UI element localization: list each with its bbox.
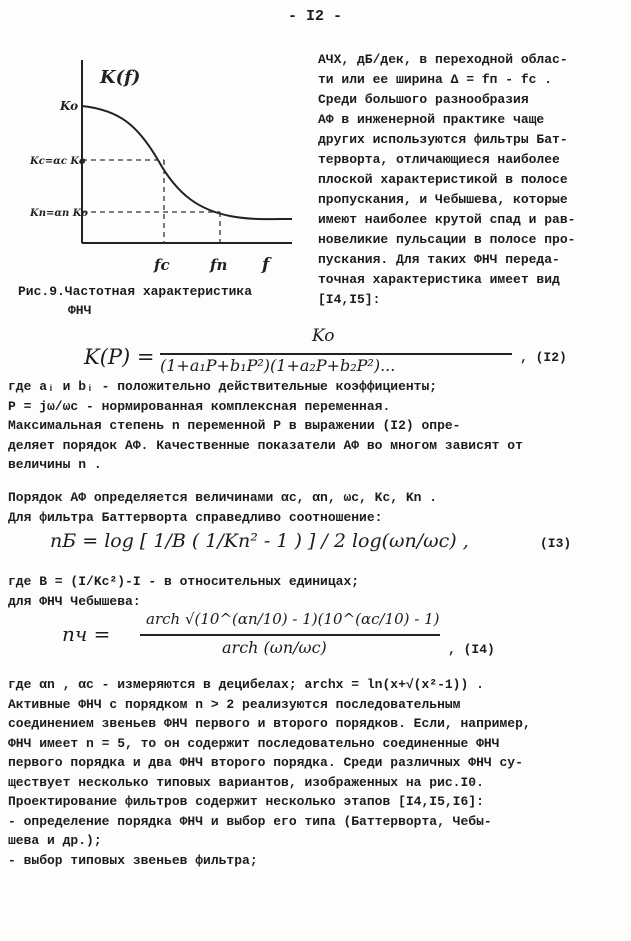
- eq12-lhs: K(P) =: [84, 345, 155, 369]
- text-line: имеют наиболее крутой спад и рав-: [318, 212, 576, 227]
- eq14-number: , (I4): [448, 642, 495, 657]
- eq14-lhs: nч =: [62, 622, 111, 646]
- text-line: ти или ее ширина Δ = fп - fc .: [318, 72, 553, 87]
- text-line: деляет порядок АФ. Качественные показатели АФ во многом зависят от: [8, 437, 523, 453]
- y-axis-label: K(f): [100, 67, 141, 88]
- text-line: для ФНЧ Чебышева:: [8, 593, 141, 609]
- text-line: Максимальная степень n переменной P в выражении (I2) опре-: [8, 418, 461, 433]
- text-line: других используются фильтры Бат-: [318, 132, 568, 147]
- eq14-denominator: arch (ωn/ωc): [222, 638, 327, 657]
- x-axis-label: f: [262, 255, 270, 275]
- text-line: первого порядка и два ФНЧ второго порядка. Среди различных ФНЧ су-: [8, 755, 523, 770]
- eq12-number: , (I2): [520, 350, 567, 365]
- y-tick-kc: Kc=αc Ko: [30, 156, 86, 167]
- text-line: плоской характеристикой в полосе: [318, 172, 568, 187]
- text-line: АЧХ, дБ/дек, в переходной облас-: [318, 52, 568, 67]
- text-line: где B = (I/Kc²)-I - в относительных единицах;: [8, 574, 360, 589]
- caption-line: Рис.9.Частотная характеристика: [18, 284, 253, 299]
- eq12-numerator: Ko: [312, 326, 335, 346]
- text-line: ФНЧ имеет n = 5, то он содержит последовательно соединенные ФНЧ: [8, 735, 500, 751]
- page-number: - I2 -: [288, 8, 343, 25]
- text-line: точная характеристика имеет вид: [318, 272, 560, 287]
- paragraph-block-2: [8, 488, 437, 527]
- text-line: АФ в инженерной практике чаще: [318, 112, 545, 127]
- paragraph-block-1: [8, 377, 523, 475]
- x-tick-fn: fn: [210, 256, 228, 274]
- text-line: пускания. Для таких ФНЧ переда-: [318, 252, 560, 267]
- text-line: где aᵢ и bᵢ - положительно действительные коэффициенты;: [8, 379, 438, 394]
- text-line: соединением звеньев ФНЧ первого и второго порядков. Если, например,: [8, 716, 531, 731]
- eq13-number: (I3): [540, 536, 572, 551]
- text-line: Среди большого разнообразия: [318, 92, 529, 107]
- text-line: новеликие пульсации в полосе про-: [318, 232, 576, 247]
- text-line: величины n .: [8, 457, 102, 472]
- text-line: Проектирование фильтров содержит несколько этапов [I4,I5,I6]:: [8, 794, 484, 809]
- eq14-numerator: arch √(10^(αn/10) - 1)(10^(αc/10) - 1): [146, 610, 440, 628]
- text-line: терворта, отличающиеся наиболее: [318, 152, 560, 167]
- text-line: P = jω/ωc - нормированная комплексная переменная.: [8, 398, 391, 414]
- text-line: - определение порядка ФНЧ и выбор его типа (Баттерворта, Чебы-: [8, 813, 492, 829]
- paragraph-block-3: [8, 572, 359, 611]
- text-line: где αn , αc - измеряются в децибелах; archx = ln(x+√(x²-1)) .: [8, 677, 484, 692]
- paragraph-block-4: [8, 675, 531, 870]
- eq14-fraction-bar: [140, 634, 440, 636]
- caption-line: ФНЧ: [68, 303, 92, 318]
- response-curve: [82, 106, 292, 219]
- text-line: ществует несколько типовых вариантов, изображенных на рис.I0.: [8, 774, 484, 790]
- frequency-response-figure: [30, 48, 310, 278]
- text-line: Для фильтра Баттерворта справедливо соотношение:: [8, 509, 383, 525]
- eq12-denominator: (1+a₁P+b₁P²)(1+a₂P+b₂P²)...: [160, 356, 396, 375]
- text-line: шева и др.);: [8, 833, 102, 848]
- y-tick-k0: Ko: [60, 99, 79, 113]
- y-tick-kn: Kn=αn Ko: [30, 208, 88, 219]
- text-line: Активные ФНЧ с порядком n > 2 реализуются последовательным: [8, 696, 461, 712]
- text-line: [I4,I5]:: [318, 292, 381, 307]
- x-tick-fc: fc: [154, 256, 170, 274]
- text-line: Порядок АФ определяется величинами αc, αn, ωc, Kc, Kn .: [8, 490, 438, 505]
- right-column-text: [318, 50, 575, 310]
- text-line: пропускания, и Чебышева, которые: [318, 192, 568, 207]
- eq12-fraction-bar: [160, 353, 512, 355]
- eq13-formula: nБ = log [ 1/B ( 1/Kn² - 1 ) ] / 2 log(ωn/ωc) ,: [50, 530, 469, 552]
- text-line: - выбор типовых звеньев фильтра;: [8, 852, 258, 868]
- figure-caption: [18, 282, 252, 320]
